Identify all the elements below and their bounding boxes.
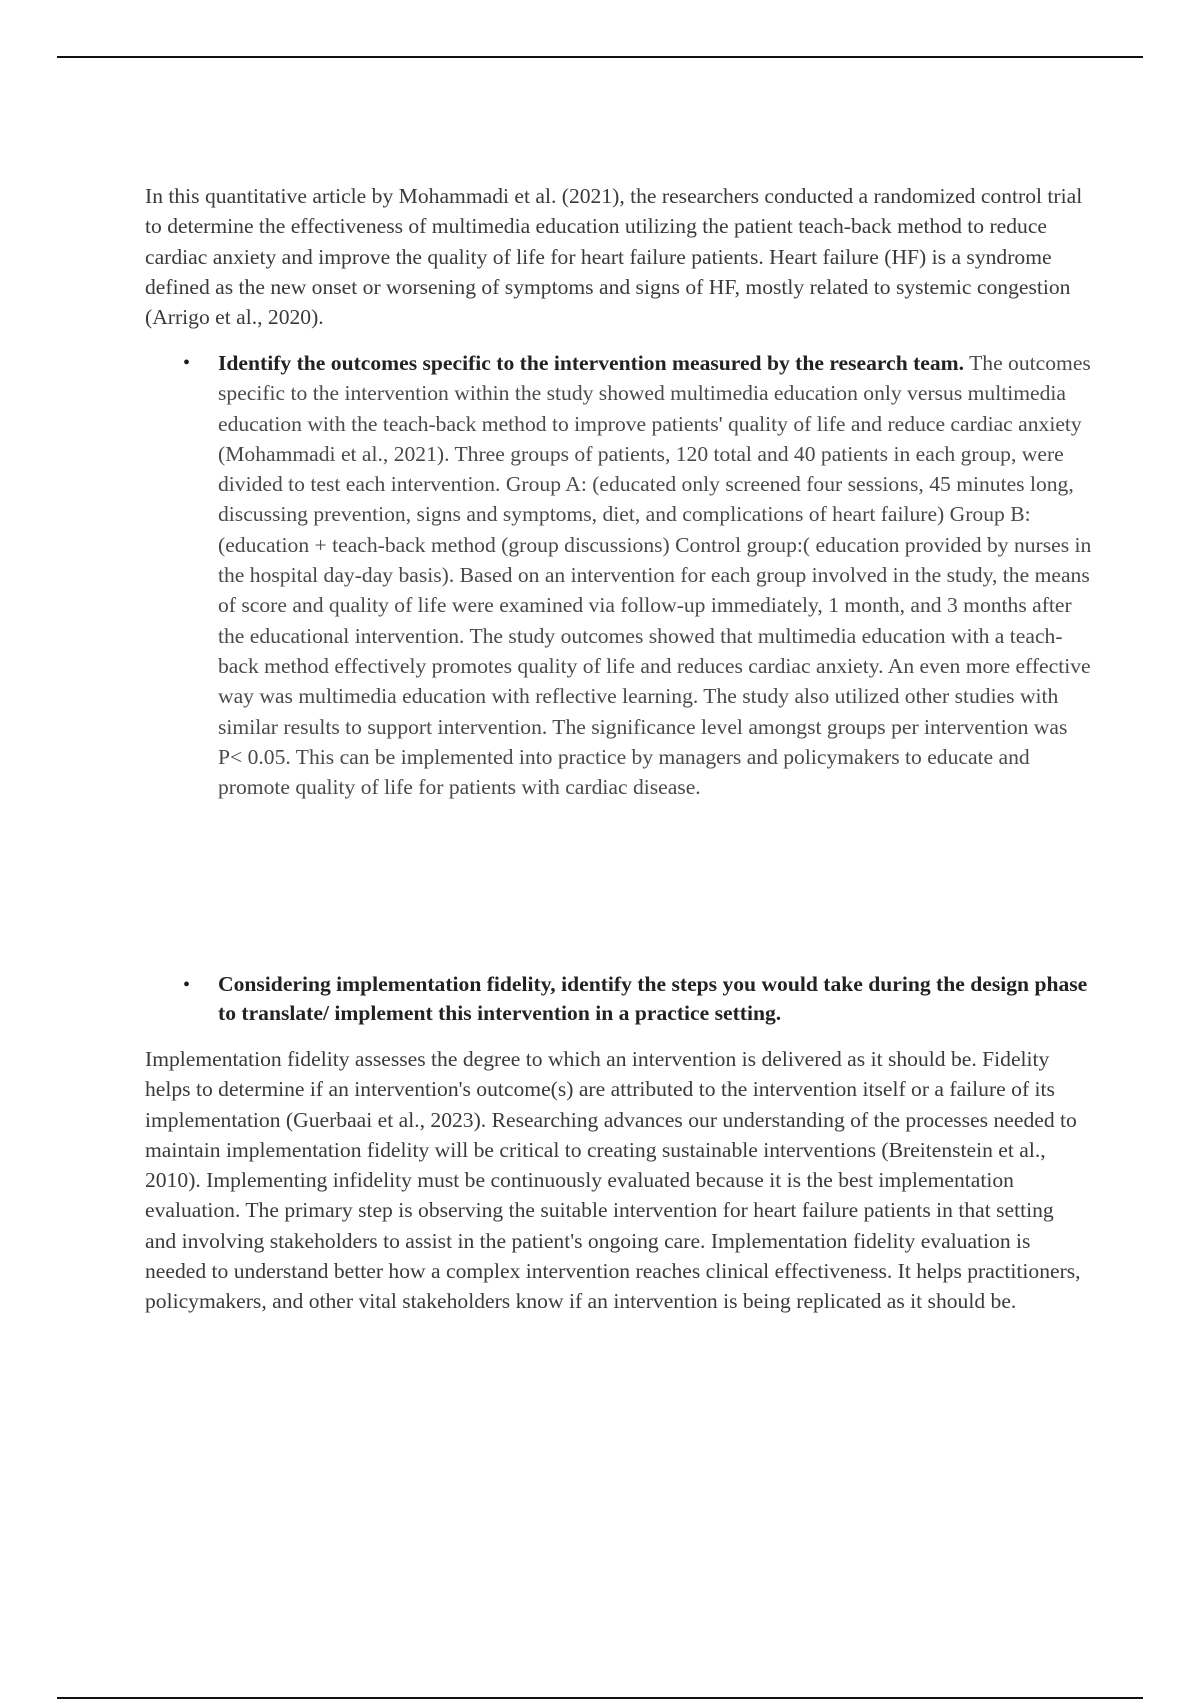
intro-paragraph: In this quantitative article by Mohammadi et al. (2021), the researchers conducted a randomized control trial to determine the effectiveness of multimedia education utilizing the patient teach-back method to reduce cardiac anxiety and improve the quality of life for heart failure patients. Heart failure (HF) is a syndrome defined as the new onset or worsening of symptoms and signs of HF, mostly related to systemic congestion (Arrigo et al., 2020). — [145, 184, 1083, 330]
bullet-icon: • — [183, 352, 191, 374]
bullet-outcomes-heading: Identify the outcomes specific to the intervention measured by the research team. — [218, 351, 965, 375]
bullet-outcomes-text: The outcomes specific to the intervention within the study showed multimedia education only versus multimedia education with the teach-back method to improve patients' quality of life and reduce cardiac anxiety (Mohammadi et al., 2021). Three groups of patients, 120 total and 40 patients in each group, were divided to test each intervention. Group A: (educated only screened four sessions, 45 minutes long, discussing prevention, signs and symptoms, diet, and complications of heart failure) Group B: (education + teach-back method (group discussions) Control group:( education provided by nurses in the hospital day-day basis). Based on an intervention for each group involved in the study, the means of score and quality of life were examined via follow-up immediately, 1 month, and 3 months after the educational intervention. The study outcomes showed that multimedia education with a teach-back method effectively promotes quality of life and reduces cardiac anxiety. An even more effective way was multimedia education with reflective learning. The study also utilized other studies with similar results to support intervention. The significance level amongst groups per intervention was P< 0.05. This can be implemented into practice by managers and policymakers to educate and promote quality of life for patients with cardiac disease. — [218, 351, 1092, 800]
footer-rule — [57, 1697, 1143, 1699]
bullet-fidelity-body — [218, 970, 1093, 1027]
fidelity-paragraph: Implementation fidelity assesses the degree to which an intervention is delivered as it should be. Fidelity helps to determine if an intervention's outcome(s) are attributed to the intervention itself or a failure of its implementation (Guerbaai et al., 2023). Researching advances our understanding of the processes needed to maintain implementation fidelity will be critical to creating sustainable interventions (Breitenstein et al., 2010). Implementing infidelity must be continuously evaluated because it is the best implementation evaluation. The primary step is observing the suitable intervention for heart failure patients in that setting and involving stakeholders to assist in the patient's ongoing care. Implementation fidelity evaluation is needed to understand better how a complex intervention reaches clinical effectiveness. It helps practitioners, policymakers, and other vital stakeholders know if an intervention is being replicated as it should be. — [145, 1047, 1081, 1314]
bullet-fidelity-heading: Considering implementation fidelity, identify the steps you would take during the design phase to translate/ implement this intervention in a practice setting. — [218, 972, 1088, 1025]
bullet-outcomes — [183, 348, 1093, 802]
bullet-icon: • — [183, 974, 191, 996]
bullet-fidelity — [183, 970, 1093, 1027]
header-rule — [57, 56, 1143, 58]
bullet-outcomes-body — [218, 348, 1093, 802]
